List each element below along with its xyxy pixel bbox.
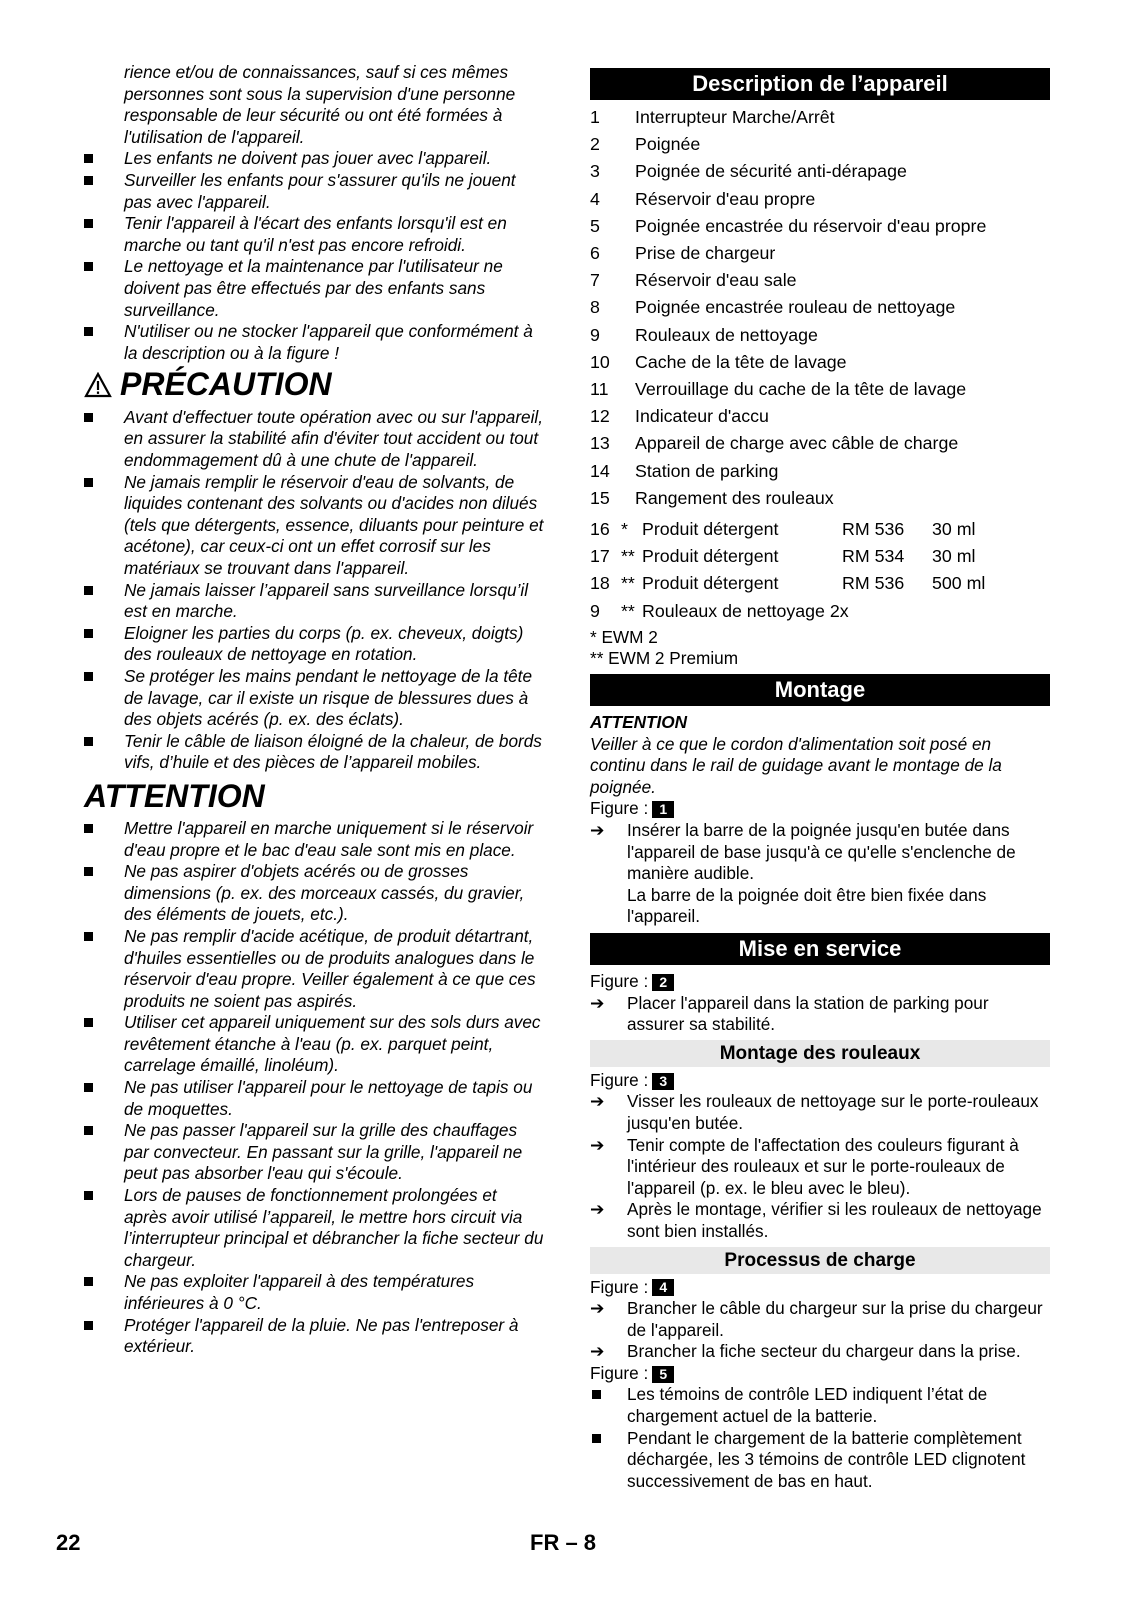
- instruction-step: ➔ Tenir compte de l'affectation des couleurs figurant à l'intérieur des rouleaux et sur le porte-rouleaux de l'appareil (p. ex. le bleu avec le bleu).: [590, 1134, 1019, 1198]
- list-item: 8 Poignée encastrée rouleau de nettoyage: [590, 297, 956, 318]
- list-item: 13 Appareil de charge avec câble de charge: [590, 433, 959, 454]
- section-heading-service: Mise en service: [590, 933, 1050, 965]
- footnote: * EWM 2: [590, 626, 658, 647]
- instruction-note: La barre de la poignée doit être bien fixée dans l'appareil.: [627, 884, 987, 927]
- bullet-square-icon: [592, 1390, 601, 1399]
- footnote: ** EWM 2 Premium: [590, 648, 739, 669]
- list-item: Le nettoyage et la maintenance par l'utilisateur ne doivent pas être effectués par des enfants sans surveillance.: [84, 256, 544, 321]
- bullet-square-icon: [84, 262, 93, 271]
- list-item: 14 Station de parking: [590, 460, 779, 481]
- list-item: Ne jamais remplir le réservoir d'eau de solvants, de liquides contenant des solvants ou d'acides non dilués (tels que détergents, essence, diluants pour peinture et acétone), car ceux-ci ont un effet corrosif sur les matériaux se trouvant dans l'appareil.: [84, 472, 544, 580]
- bullet-square-icon: [84, 219, 93, 228]
- list-item: Ne pas exploiter l'appareil à des températures inférieures à 0 °C.: [84, 1271, 544, 1314]
- list-item: 1 Interrupteur Marche/Arrêt: [590, 107, 835, 127]
- list-item: 18 ** Produit détergent RM 536 500 ml: [590, 573, 986, 594]
- list-item: Protéger l'appareil de la pluie. Ne pas l'entreposer à extérieur.: [84, 1315, 544, 1358]
- bullet-square-icon: [84, 1018, 93, 1027]
- list-item: 12 Indicateur d'accu: [590, 406, 769, 427]
- bullet-square-icon: [84, 737, 93, 746]
- figure-reference: Figure : 1: [590, 798, 1050, 820]
- bullet-square-icon: [84, 1321, 93, 1330]
- section-heading-description: Description de l’appareil: [590, 68, 1050, 100]
- bullet-square-icon: [592, 1434, 601, 1443]
- instruction-step: ➔ Brancher la fiche secteur du chargeur dans la prise.: [590, 1341, 1021, 1362]
- bullet-square-icon: [84, 413, 93, 422]
- list-item: Surveiller les enfants pour s'assurer qu'ils ne jouent pas avec l'appareil.: [84, 170, 544, 213]
- bullet-square-icon: [84, 1277, 93, 1286]
- bullet-square-icon: [84, 586, 93, 595]
- list-item: Lors de pauses de fonctionnement prolongées et après avoir utilisé l’appareil, le mettre hors circuit via l’interrupteur principal et débrancher la fiche secteur du chargeur.: [84, 1185, 544, 1271]
- bullet-square-icon: [84, 1126, 93, 1135]
- accessories-list: [590, 516, 1050, 625]
- instruction-step: ➔ Insérer la barre de la poignée jusqu'en butée dans l'appareil de base jusqu'à ce qu'elle s'enclenche de manière audible.: [590, 820, 1016, 884]
- precaution-heading: PRÉCAUTION: [84, 366, 544, 405]
- list-item: 2 Poignée: [590, 134, 701, 155]
- list-item: Ne pas remplir d'acide acétique, de produit détartrant, d'huiles essentielles ou de produits analogues dans le réservoir d'eau propre. Veiller également à ce que ces produits ne soient pas aspirés.: [84, 926, 544, 1012]
- warning-triangle-icon: [84, 369, 114, 405]
- instruction-step: ➔ Après le montage, vérifier si les rouleaux de nettoyage sont bien installés.: [590, 1199, 1042, 1241]
- list-item: Tenir le câble de liaison éloigné de la chaleur, de bords vifs, d’huile et des pièces de l’appareil mobiles.: [84, 731, 544, 774]
- list-item: 15 Rangement des rouleaux: [590, 487, 834, 508]
- list-item: Les enfants ne doivent pas jouer avec l'appareil.: [84, 148, 544, 170]
- list-item: 17 ** Produit détergent RM 534 30 ml: [590, 546, 976, 567]
- arrow-right-icon: ➔: [590, 1091, 605, 1112]
- section-heading-montage: Montage: [590, 674, 1050, 706]
- bullet-square-icon: [84, 824, 93, 833]
- bullet-square-icon: [84, 1083, 93, 1092]
- subsection-heading-charge: Processus de charge: [590, 1247, 1050, 1274]
- list-item: Les témoins de contrôle LED indiquent l’état de chargement actuel de la batterie.: [590, 1384, 1050, 1427]
- subsection-heading-rollers: Montage des rouleaux: [590, 1040, 1050, 1067]
- intro-paragraph: rience et/ou de connaissances, sauf si ces mêmes personnes sont sous la supervision d'une personne responsable de leur sécurité ou ont été formées à l'utilisation de l'appareil.: [124, 62, 516, 147]
- attention-heading: ATTENTION: [84, 777, 265, 814]
- arrow-right-icon: ➔: [590, 820, 605, 841]
- figure-reference: Figure : 3: [590, 1070, 1050, 1092]
- bullet-square-icon: [84, 327, 93, 336]
- list-item: Pendant le chargement de la batterie complètement déchargée, les 3 témoins de contrôle LED clignotent successivement de bas en haut.: [590, 1428, 1050, 1493]
- list-item: 7 Réservoir d'eau sale: [590, 270, 797, 291]
- list-item: Se protéger les mains pendant le nettoyage de la tête de lavage, car il existe un risque de blessures dues à des objets acérés (p. ex. des éclats).: [84, 666, 544, 731]
- instruction-step: ➔ Brancher le câble du chargeur sur la prise du chargeur de l'appareil.: [590, 1298, 1043, 1340]
- list-item: Ne pas passer l'appareil sur la grille des chauffages par convecteur. En passant sur la grille, l'appareil ne peut pas absorber l'eau qui s'écoule.: [84, 1120, 544, 1185]
- list-item: Utiliser cet appareil uniquement sur des sols durs avec revêtement étanche à l'eau (p. ex. parquet peint, carrelage émaillé, linoléum).: [84, 1012, 544, 1077]
- instruction-step: ➔ Visser les rouleaux de nettoyage sur le porte-rouleaux jusqu'en butée.: [590, 1091, 1039, 1133]
- figure-reference: Figure : 4: [590, 1277, 1050, 1299]
- list-item: Mettre l'appareil en marche uniquement si le réservoir d'eau propre et le bac d'eau sale sont mis en place.: [84, 818, 544, 861]
- list-item: 10 Cache de la tête de lavage: [590, 351, 847, 372]
- arrow-right-icon: ➔: [590, 1199, 605, 1220]
- page-label: FR – 8: [530, 1530, 597, 1555]
- list-item: Eloigner les parties du corps (p. ex. cheveux, doigts) des rouleaux de nettoyage en rotation.: [84, 623, 544, 666]
- figure-reference: Figure : 2: [590, 971, 1050, 993]
- arrow-right-icon: ➔: [590, 992, 605, 1013]
- attention-note: Veiller à ce que le cordon d'alimentation soit posé en continu dans le rail de guidage avant le montage de la poignée.: [590, 733, 1002, 797]
- bullet-square-icon: [84, 176, 93, 185]
- attention-label: ATTENTION: [590, 712, 688, 733]
- bullet-square-icon: [84, 932, 93, 941]
- list-item: 16 * Produit détergent RM 536 30 ml: [590, 519, 976, 540]
- figure-reference: Figure : 5: [590, 1363, 1050, 1385]
- list-item: N'utiliser ou ne stocker l'appareil que conformément à la description ou à la figure !: [84, 321, 544, 364]
- safety-list-1: [84, 148, 544, 364]
- right-column: [590, 62, 1050, 1492]
- list-item: 9 ** Rouleaux de nettoyage 2x: [590, 600, 849, 621]
- list-item: 5 Poignée encastrée du réservoir d'eau propre: [590, 215, 987, 236]
- list-item: Tenir l'appareil à l'écart des enfants lorsqu'il est en marche ou tant qu'il n'est pas encore refroidi.: [84, 213, 544, 256]
- bullet-square-icon: [84, 672, 93, 681]
- left-column: [84, 62, 544, 1358]
- list-item: Ne jamais laisser l’appareil sans surveillance lorsqu’il est en marche.: [84, 580, 544, 623]
- list-item: 3 Poignée de sécurité anti-dérapage: [590, 161, 907, 182]
- bullet-square-icon: [84, 1191, 93, 1200]
- arrow-right-icon: ➔: [590, 1341, 605, 1362]
- bullet-square-icon: [84, 867, 93, 876]
- bullet-square-icon: [84, 478, 93, 487]
- instruction-step: ➔ Placer l'appareil dans la station de parking pour assurer sa stabilité.: [590, 992, 989, 1035]
- list-item: 4 Réservoir d'eau propre: [590, 188, 816, 209]
- arrow-right-icon: ➔: [590, 1298, 605, 1319]
- page-number: 22: [56, 1530, 81, 1555]
- arrow-right-icon: ➔: [590, 1134, 605, 1155]
- bullet-square-icon: [84, 629, 93, 638]
- list-item: Ne pas aspirer d'objets acérés ou de grosses dimensions (p. ex. des morceaux cassés, du gravier, des éléments de jouets, etc.).: [84, 861, 544, 926]
- list-item: 6 Prise de chargeur: [590, 243, 776, 264]
- list-item: Ne pas utiliser l'appareil pour le nettoyage de tapis ou de moquettes.: [84, 1077, 544, 1120]
- safety-list-3: [84, 818, 544, 1358]
- bullet-square-icon: [84, 154, 93, 163]
- parts-list: [590, 104, 1050, 512]
- list-item: Avant d'effectuer toute opération avec ou sur l'appareil, en assurer la stabilité afin d'éviter tout accident ou tout endommagement dû à une chute de l'appareil.: [84, 407, 544, 472]
- list-item: 9 Rouleaux de nettoyage: [590, 324, 818, 345]
- list-item: 11 Verrouillage du cache de la tête de lavage: [590, 379, 967, 400]
- safety-list-2: [84, 407, 544, 774]
